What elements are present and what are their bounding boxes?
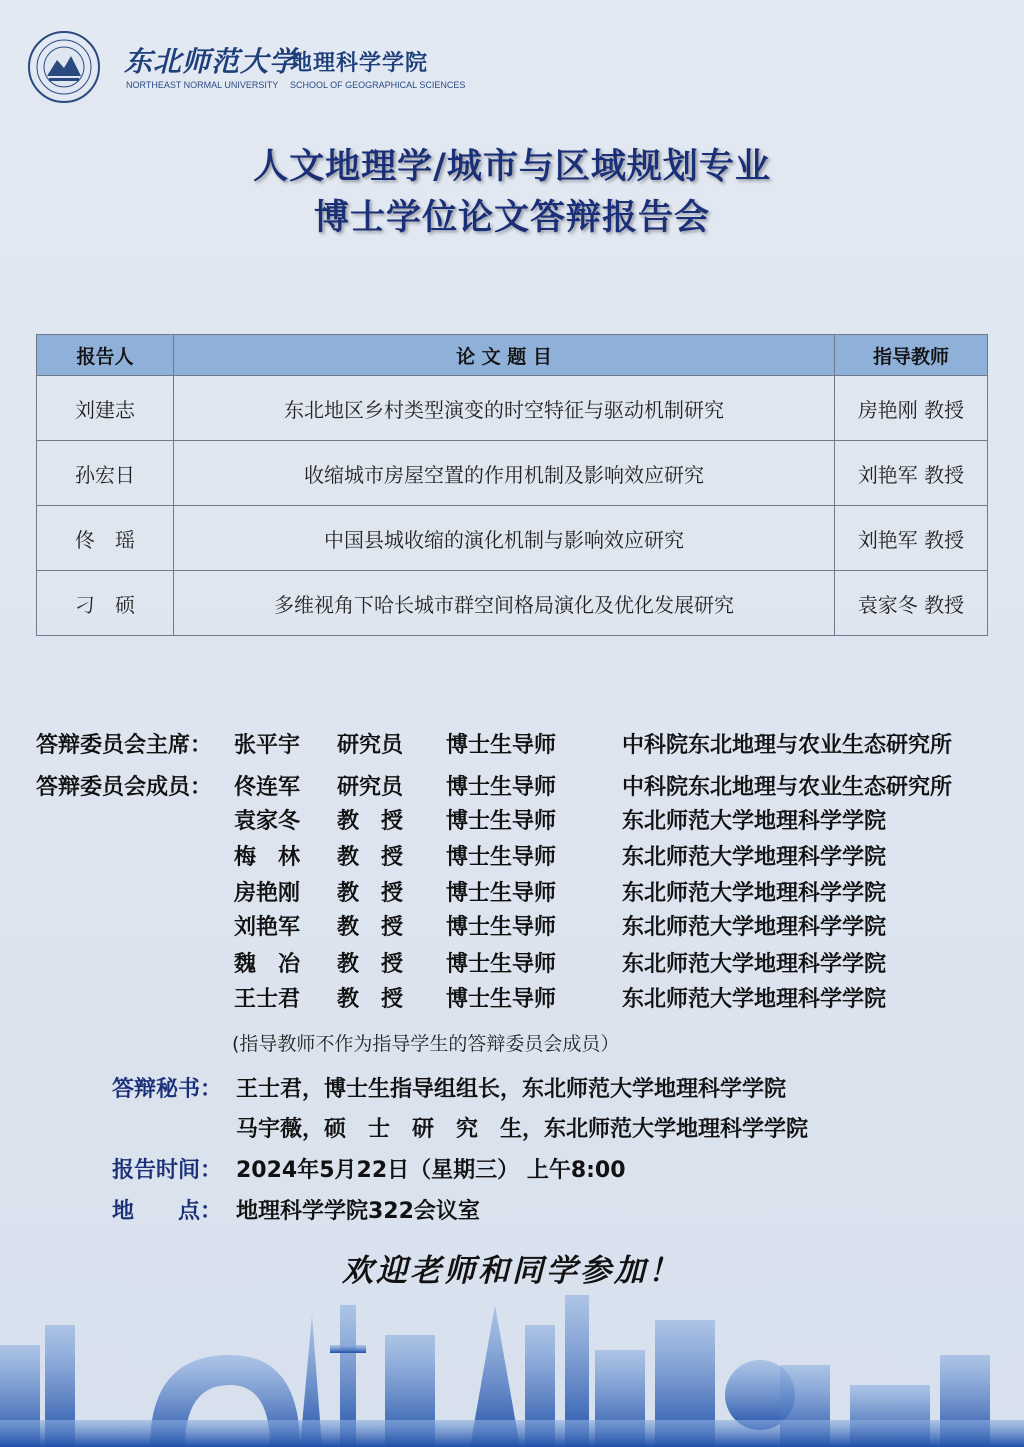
member-role: 博士生导师	[446, 915, 557, 940]
member-org: 东北师范大学地理科学学院	[622, 881, 887, 906]
advisor-cell: 袁家冬 教授	[835, 571, 988, 636]
member-name: 刘艳军	[234, 915, 301, 940]
member-org: 东北师范大学地理科学学院	[622, 952, 887, 977]
member-role: 博士生导师	[446, 987, 557, 1012]
secretary-line-2: 马宇薇，硕 士 研 究 生，东北师范大学地理科学学院	[236, 1117, 809, 1142]
university-logo	[27, 30, 101, 104]
table-row	[37, 376, 988, 441]
table-row	[37, 441, 988, 506]
advisor-cell: 刘艳军 教授	[835, 441, 988, 506]
member-role: 博士生导师	[446, 881, 557, 906]
member-title: 教 授	[337, 952, 404, 977]
chair-label: 答辩委员会主席：	[36, 733, 213, 758]
time-label: 报告时间：	[112, 1158, 223, 1183]
member-name: 佟连军	[234, 775, 301, 800]
school-name-cn: 地理科学学院	[290, 51, 429, 76]
table-row	[37, 571, 988, 636]
member-title: 研究员	[337, 733, 404, 758]
committee-note: (指导教师不作为指导学生的答辩委员会成员）	[232, 1033, 620, 1055]
member-name: 袁家冬	[234, 809, 301, 834]
table-header-row	[37, 335, 988, 376]
member-title: 教 授	[337, 845, 404, 870]
topic-cell: 东北地区乡村类型演变的时空特征与驱动机制研究	[174, 376, 835, 441]
member-name: 魏 冶	[234, 952, 301, 977]
member-title: 教 授	[337, 809, 404, 834]
welcome-message: 欢迎老师和同学参加！	[342, 1253, 682, 1289]
place-label: 地 点：	[112, 1199, 223, 1224]
school-name-en: SCHOOL OF GEOGRAPHICAL SCIENCES	[290, 80, 466, 90]
member-label: 答辩委员会成员：	[36, 775, 213, 800]
advisor-cell: 房艳刚 教授	[835, 376, 988, 441]
university-name-en: NORTHEAST NORMAL UNIVERSITY	[126, 80, 279, 90]
reporter-cell: 刁 硕	[37, 571, 174, 636]
report-table	[36, 334, 988, 636]
secretary-line-1: 王士君，博士生指导组组长，东北师范大学地理科学学院	[236, 1077, 787, 1102]
member-title: 研究员	[337, 775, 404, 800]
header-topic: 论 文 题 目	[174, 335, 835, 376]
header-advisor: 指导教师	[835, 335, 988, 376]
member-org: 中科院东北地理与农业生态研究所	[622, 733, 953, 758]
topic-cell: 中国县城收缩的演化机制与影响效应研究	[174, 506, 835, 571]
reporter-cell: 刘建志	[37, 376, 174, 441]
member-org: 东北师范大学地理科学学院	[622, 845, 887, 870]
topic-cell: 多维视角下哈长城市群空间格局演化及优化发展研究	[174, 571, 835, 636]
member-role: 博士生导师	[446, 952, 557, 977]
member-role: 博士生导师	[446, 845, 557, 870]
member-role: 博士生导师	[446, 809, 557, 834]
title-line-2: 博士学位论文答辩报告会	[313, 198, 710, 238]
member-role: 博士生导师	[446, 775, 557, 800]
place-value: 地理科学学院322会议室	[236, 1199, 480, 1224]
member-title: 教 授	[337, 915, 404, 940]
member-org: 东北师范大学地理科学学院	[622, 809, 887, 834]
member-role: 博士生导师	[446, 733, 557, 758]
topic-cell: 收缩城市房屋空置的作用机制及影响效应研究	[174, 441, 835, 506]
member-name: 王士君	[234, 987, 301, 1012]
member-title: 教 授	[337, 987, 404, 1012]
member-org: 中科院东北地理与农业生态研究所	[622, 775, 953, 800]
member-name: 张平宇	[234, 733, 301, 758]
title-line-1: 人文地理学/城市与区域规划专业	[253, 147, 771, 187]
member-org: 东北师范大学地理科学学院	[622, 915, 887, 940]
reporter-cell: 佟 瑶	[37, 506, 174, 571]
city-skyline-illustration	[0, 1285, 1024, 1447]
member-name: 房艳刚	[234, 881, 301, 906]
advisor-cell: 刘艳军 教授	[835, 506, 988, 571]
header-reporter: 报告人	[37, 335, 174, 376]
member-title: 教 授	[337, 881, 404, 906]
secretary-label: 答辩秘书：	[112, 1077, 223, 1102]
university-name-cn: 东北师范大学	[124, 45, 299, 78]
reporter-cell: 孙宏日	[37, 441, 174, 506]
time-value: 2024年5月22日（星期三） 上午8:00	[236, 1158, 626, 1183]
table-row	[37, 506, 988, 571]
member-org: 东北师范大学地理科学学院	[622, 987, 887, 1012]
member-name: 梅 林	[234, 845, 301, 870]
